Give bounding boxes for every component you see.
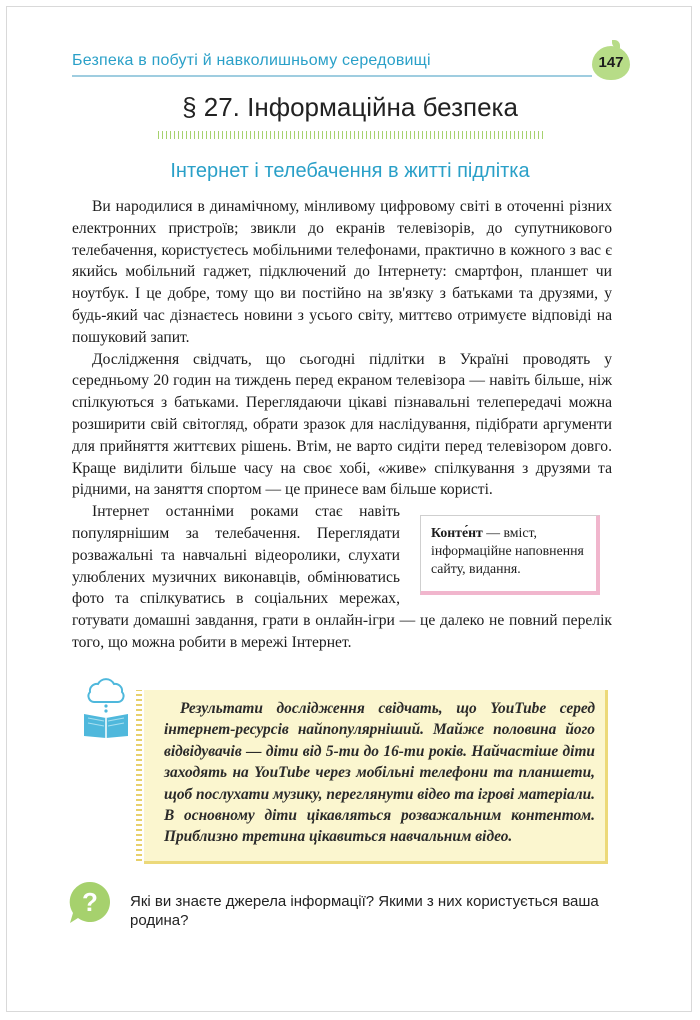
definition-float — [416, 507, 612, 593]
research-text: Результати дослідження свідчать, що YouTube серед інтернет-ресурсів найпопулярніший. Майже половина його відвідувачів — діти від 5-ти до 16-ти років. Найчастіше діти заходять на YouTube через мобільні телефони та планшети, щоб послухати музику, переглянути відео та ігрові матеріали. В основному діти цікавляться розважальним контентом. Приблизно третина цікавиться навчальним відео. — [164, 700, 595, 846]
paragraph-2: Дослідження свідчать, що сьогодні підлітки в Україні проводять у середньому 20 годин на тиждень перед екраном телевізора — навіть більше, ніж спілкуються з батьками. Переглядаючи цікаві пізнавальні телепередачі можна розширити свій світогляд, обрати зразок для наслідування, підібрати аргументи для прийняття життєвих рішень. Втім, не варто сидіти перед телевізором довго. Краще виділити більше часу на своє хобі, «живе» спілкування з друзями та рідними, на заняття спортом — це принесе вам більше користі. — [72, 350, 612, 499]
paragraph-1: Ви народилися в динамічному, мінливому цифровому світі в оточенні різних електронних пристроїв; звикли до екранів телевізорів, до супутникового телебачення, користуєтесь мобільними телефонами, практично в кожного з вас є якийсь мобільний гаджет, підключений до Інтернету: смартфон, планшет чи ноутбук. І це добре, тому що ви постійно на зв'язку з батьками та друзями, у будь-який час дізнаєтесь новини з усього світу, миттєво отримуєте відповіді на пошуковий запит. — [72, 198, 612, 346]
running-title: Безпека в побуті й навколишньому середовищі — [72, 52, 431, 69]
page-number: 147 — [598, 54, 624, 71]
definition-box — [420, 515, 600, 595]
definition-term: Конте́нт — [431, 525, 483, 541]
body-text — [72, 196, 612, 654]
note-binding — [136, 690, 142, 861]
svg-text:?: ? — [82, 887, 98, 917]
leaf-icon — [612, 40, 620, 48]
research-note — [144, 690, 608, 864]
section-subtitle: Інтернет і телебачення в житті підлітка — [170, 160, 530, 182]
section-title: § 27. Інформаційна безпека — [182, 92, 518, 122]
page-number-badge — [592, 46, 630, 80]
definition-text: — вміст, інформаційне наповнення сайту, видання. — [431, 525, 584, 577]
book-idea-icon — [80, 676, 132, 738]
question-text: Які ви знаєте джерела інформації? Якими з них користується ваша родина? — [130, 893, 599, 929]
title-underline — [158, 131, 544, 139]
paragraph-3: Інтернет останніми роками стає навіть популярнішим за телебачення. Переглядати розважальні та навчальні відеоролики, слухати улюблених музичних виконавців, обмінюватись фото та спілкуватись в соціальних мережах, готувати домашні завдання, грати в онлайн-ігри — це далеко не повний перелік того, що можна робити в мережі Інтернет. — [72, 503, 612, 651]
question-icon — [68, 880, 112, 924]
header-rule — [72, 75, 592, 77]
